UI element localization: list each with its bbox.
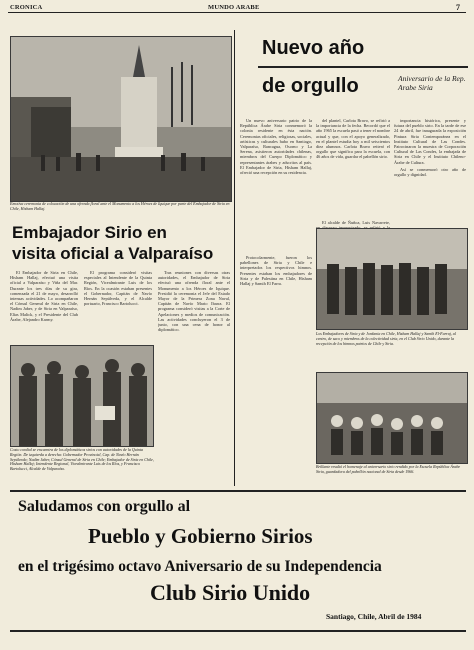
section-name: CRONICA xyxy=(10,4,43,11)
column-divider xyxy=(234,30,235,486)
photo-monument xyxy=(10,36,232,202)
article-title-visit-line2: visita oficial a Valparaíso xyxy=(12,244,214,263)
photo-officials xyxy=(10,345,154,447)
article-anniv-col2b-text: El alcalde de Ñuñoa, Luis Navarrete, xyxy=(322,220,390,225)
ad-date: Santiago, Chile, Abril de 1984 xyxy=(326,612,422,621)
photo-officials-caption: Costo cordial se encuentra de los diplomáticos sirios con autoridades de la Quinta Región. De izquierda a derecha: Gobernador Provincial, Cap. de Navío Hernán Sepúlveda; Nadim Jaber, Cónsul General de Siria en Chile; Embajador de Siria en Chile, Hisham Hallaj; Intendente Regional, Vicealmirante Luis de los Ríos, y Francisco Bartolucci, Alcalde de Valparaíso. xyxy=(10,447,154,472)
article-anniv-col3 xyxy=(394,118,466,216)
ad-line4: Club Sirio Unido xyxy=(150,580,311,605)
article-title-visit xyxy=(12,222,213,264)
article-visit-col1 xyxy=(10,270,78,340)
publication-name: MUNDO ARABE xyxy=(208,4,260,11)
photo-reception xyxy=(316,228,468,330)
ad-line2: Pueblo y Gobierno Sirios xyxy=(88,524,313,548)
article-anniv-col2 xyxy=(316,118,390,216)
article-anniv-col3b-text: Así se conmemoró otro año de orgullo y dignidad. xyxy=(394,166,466,178)
article-visit-col1-text: El Embajador de Siria en Chile, Hisham Hallaj, efectuó una visita oficial a Valparaíso y Viña del Mar. Durante los tres días de su gira, comenzada el 21 de mayo, desarrolló intensas actividades. Lo acompañaron el Cónsul General de Siria en Chile, Nadim Jaber, y de Siria en Valparaíso, Elías Malick, y el Presidente del Club Árabe, Alejandro Karmy. xyxy=(10,270,78,322)
ad-line3: en el trigésimo octavo Aniversario de su Independencia xyxy=(18,558,382,575)
photo-school-caption: Brillante resultó el homenaje al aniversario sirio rendido por la Escuela República Árabe Siria, guardadora del pabellón nacional de Siria desde 1966. xyxy=(316,464,461,474)
article-title-visit-line1: Embajador Sirio en xyxy=(12,223,167,242)
photo-reception-caption: Los Embajadores de Siria y de Jordania en Chile, Hisham Hallaj y Samih El-Farraj, al centro, de saco y miembros de la colectividad siria, en el Club Sirio Unido, durante la recepción de los himnos patrios de Chile y Siria. xyxy=(316,331,456,346)
article-anniv-col2-text: del plantel, Carlota Bravo, se refirió a la importancia de la fecha. Recordó que el año 1965 la escuela pasó a tener el nombre actual y que, con el apoyo generalizado, en el plantel estudia hoy a mil seiscientos diez alumnos. Carlota Bravo reiteró el orgullo que significa para la escuela, con 46 años de vida, guardar el pabellón sirio. xyxy=(316,118,390,160)
article-visit-col3 xyxy=(158,270,230,465)
ad-top-rule xyxy=(10,490,466,492)
article-anniv-col1 xyxy=(240,118,312,216)
article-visit-col2 xyxy=(84,270,152,340)
title-underline xyxy=(258,66,468,68)
photo-monument-caption: Emotiva ceremonia de colocación de una ofrenda floral ante el Monumento a los Héroes de Iquique por parte del Embajador de Siria en Chile, Hisham Hallaj. xyxy=(10,201,230,211)
article-anniv-col1b-text: Protocolarmente, fueron los pabellones de Siria y Chile e interpretados los respectivos himnos. Presentes estaban los embajadores de Siria y de Palestina en Chile, Hisham Hallaj y Samih El Farra. xyxy=(240,255,312,287)
photo-school xyxy=(316,372,468,464)
article-visit-col2-text: El programa consideró visitas especiales al Intendente de la Quinta Región, Vicealmirante Luis de los Ríos. En la ocasión estaban presentes el Gobernador, Capitán de Navío Hernán Sepúlveda, y el Alcalde portuario, Francisco Bartolucci. xyxy=(84,270,152,307)
ad-bottom-rule xyxy=(10,630,466,632)
article-visit-col3-text: Tras reuniones con diversas otras autoridades, el Embajador de Siria efectuó una ofrenda floral ante el Monumento a los Héroes de Iquique. Presidió la ceremonia el Jefe del Estado Mayor de la Primera Zona Naval, Capitán de Navío Mario Ibarra. El programa consideró visitas a la Corte de Apelaciones y medios de comunicación. Las actividades concluyeron el 3 de junio, con una cena de honor al diplomático. xyxy=(158,270,230,333)
ad-line1: Saludamos con orgullo al xyxy=(18,498,191,515)
article-anniv-col1b xyxy=(240,255,312,485)
article-title-anniversary-line2: de orgullo xyxy=(262,75,359,97)
article-subtitle: Aniversario de la Rep. Arabe Siria xyxy=(398,74,466,92)
page-number: 7 xyxy=(456,3,461,12)
article-title-anniversary-line1: Nuevo año xyxy=(262,37,365,59)
article-anniv-col3-text: importancia histórica, presente y futura del pueblo sirio. En la tarde de ese 24 de abril, fue inaugurada la exposición Pintura Siria Contemporánea en el Instituto Cultural de Las Condes. Patrocinaron la muestra de Corporación Cultural de Las Condes, la embajada de Siria en Chile y el Instituto Chileno-Árabe de Cultura. xyxy=(394,118,466,165)
header-rule xyxy=(8,12,466,13)
article-anniv-col2b xyxy=(240,230,312,254)
article-anniv-col1-text: Un nuevo aniversario patrio de la República Árabe Siria conmemoró la colonia residente en ésta nación. Ceremonias oficiales, religiosas, sociales, artísticas y culturales hubo en Santiago, Valparaíso, Rancagua, Osorno y La Serena, asistieron autoridades chilenas, miembros del Cuerpo Diplomático y representantes árabes y adscritos al país. El Embajador de Siria, Hisham Hallaj, ofreció una recepción en su residencia. xyxy=(240,118,312,176)
